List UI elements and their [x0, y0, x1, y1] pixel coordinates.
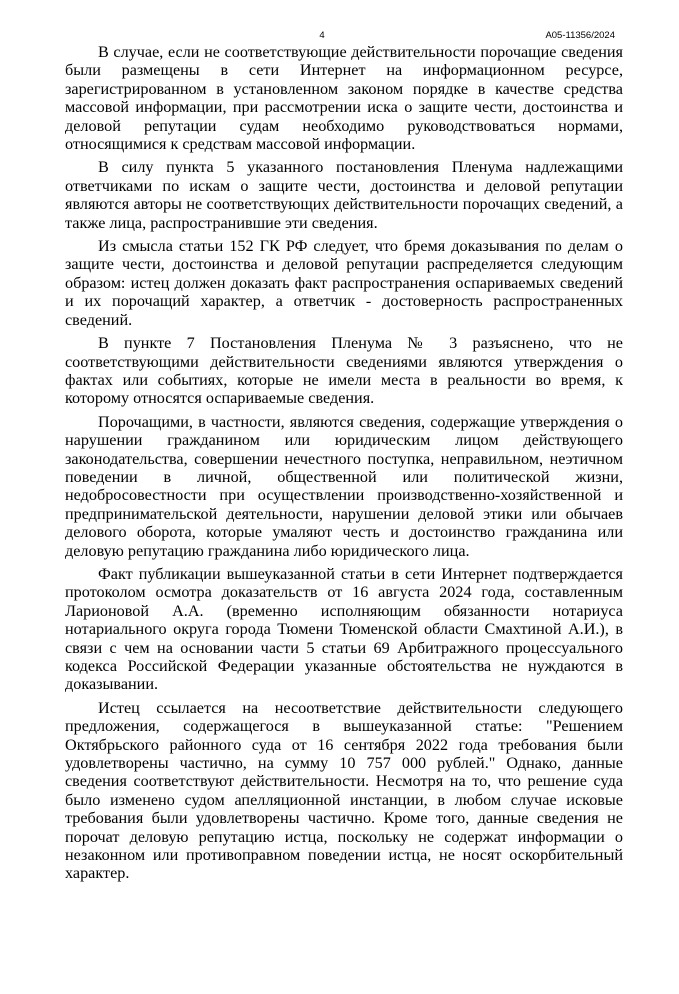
case-number: А05-11356/2024 — [545, 30, 615, 41]
paragraph-proper-defendants: В силу пункта 5 указанного постановления Пленума надлежащими ответчиками по искам о защите чести, достоинства и деловой репутации являются авторы не соответствующих действительности порочащих сведений, а также лица, распространившие эти сведения. — [65, 158, 623, 232]
paragraph-defamatory-information: Порочащими, в частности, являются сведения, содержащие утверждения о нарушении гражданином или юридическим лицом действующего законодательства, совершении нечестного поступка, неправильном, неэтичном поведении в личной, общественной или политической жизни, недобросовестности при осуществлении производственно-хозяйственной и предпринимательской деятельности, нарушении деловой этики или обычаев делового оборота, которые умаляют честь и достоинство гражданина или деловую репутацию гражданина либо юридического лица. — [65, 412, 623, 560]
page-number: 4 — [319, 30, 325, 41]
page-header — [0, 30, 679, 44]
document-body — [65, 43, 623, 888]
paragraph-burden-of-proof: Из смысла статьи 152 ГК РФ следует, что бремя доказывания по делам о защите чести, достоинства и деловой репутации распределяется следующим образом: истец должен доказать факт распространения оспариваемых сведений и их порочащий характер, а ответчик - достоверность распространенных сведений. — [65, 237, 623, 329]
paragraph-publication-fact: Факт публикации вышеуказанной статьи в сети Интернет подтверждается протоколом осмотра доказательств от 16 августа 2024 года, составленным Ларионовой А.А. (временно исполняющим обязанности нотариуса нотариального округа города Тюмени Тюменской области Смахтиной А.И.), в связи с чем на основании части 5 статьи 69 Арбитражного процессуального кодекса Российской Федерации указанные обстоятельства не нуждаются в доказывании. — [65, 564, 623, 694]
paragraph-untrue-information: В пункте 7 Постановления Пленума № 3 разъяснено, что не соответствующими действительности сведениями являются утверждения о фактах или событиях, которые не имели места в реальности во время, к которому относятся оспариваемые сведения. — [65, 334, 623, 408]
paragraph-mass-media-rule: В случае, если не соответствующие действительности порочащие сведения были размещены в сети Интернет на информационном ресурсе, зарегистрированном в установленном законом порядке в качестве средства массовой информации, при рассмотрении иска о защите чести, достоинства и деловой репутации судам необходимо руководствоваться нормами, относящимися к средствам массовой информации. — [65, 43, 623, 154]
paragraph-claimant-position: Истец ссылается на несоответствие действительности следующего предложения, содержащегося в вышеуказанной статье: "Решением Октябрьского районного суда от 16 сентября 2022 года требования были удовлетворены частично, на сумму 10 757 000 рублей." Однако, данные сведения соответствуют действительности. Несмотря на то, что решение суда было изменено судом апелляционной инстанции, в любом случае исковые требования были удовлетворены частично. Кроме того, данные сведения не порочат деловую репутацию истца, поскольку не содержат информации о незаконном или противоправном поведении истца, не носят оскорбительный характер. — [65, 698, 623, 883]
